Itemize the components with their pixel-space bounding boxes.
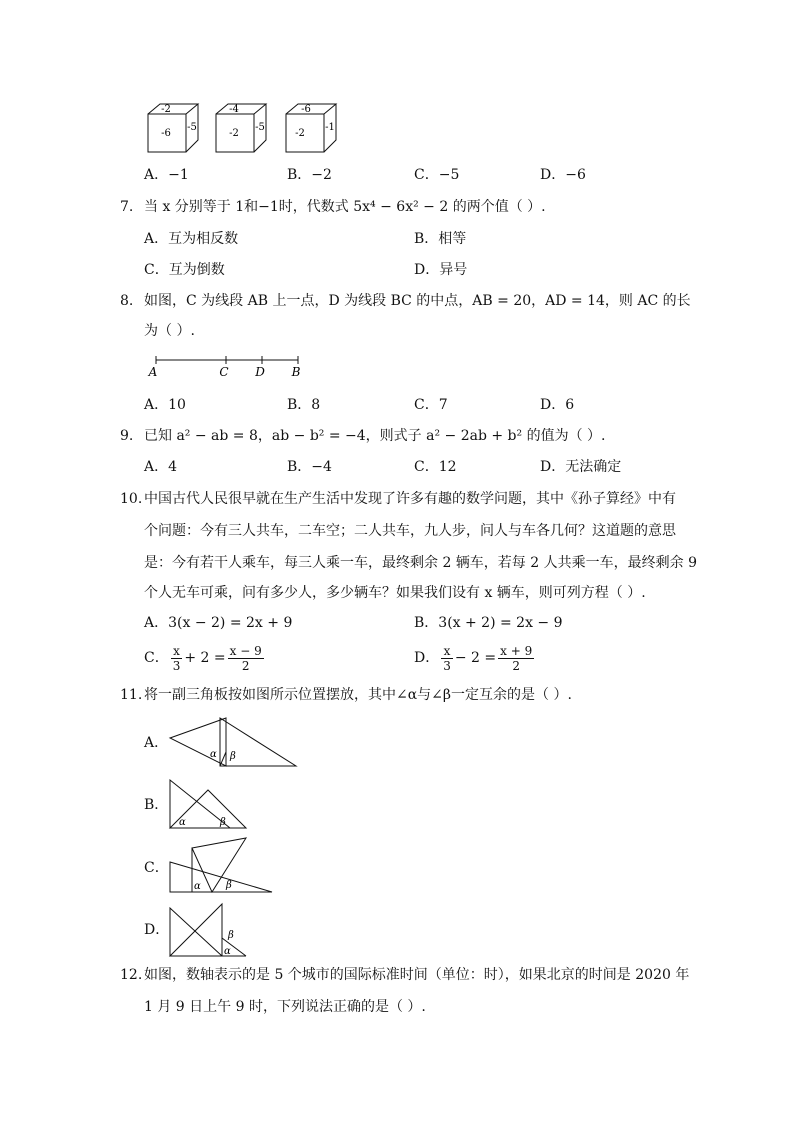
q10-option-d-middle: − 2 = bbox=[454, 650, 497, 666]
point-a-label: A bbox=[148, 365, 158, 379]
cube-1-side: -5 bbox=[187, 122, 197, 133]
alpha-label-c: α bbox=[194, 881, 201, 892]
cube-1-top: -2 bbox=[161, 104, 171, 115]
q10-option-d-label: D． bbox=[414, 650, 440, 666]
cube-2-top: -4 bbox=[229, 104, 239, 115]
q12-line-1: 如图，数轴表示的是 5 个城市的国际标准时间（单位：时），如果北京的时间是 2020 年 bbox=[144, 967, 690, 983]
fraction-x-over-3: $\frac{x}{3}$ bbox=[172, 643, 181, 673]
q10-option-c[interactable] bbox=[144, 640, 266, 676]
q8-option-d[interactable]: D．6 bbox=[540, 397, 575, 413]
q9-option-c[interactable]: C．12 bbox=[414, 459, 457, 475]
q8-option-a[interactable]: A．10 bbox=[144, 397, 186, 413]
q9-number: 9. bbox=[120, 428, 134, 444]
q9-option-b[interactable]: B．−4 bbox=[287, 459, 332, 475]
q8-stem-line-1: 如图，C 为线段 AB 上一点，D 为线段 BC 的中点，AB = 20，AD = 14，则 AC 的长 bbox=[144, 293, 691, 309]
q8-number: 8. bbox=[120, 293, 134, 309]
q12-line-2: 1 月 9 日上午 9 时，下列说法正确的是（ ）. bbox=[144, 999, 426, 1015]
q8-segment-figure bbox=[146, 352, 306, 380]
q6-option-c[interactable]: C．−5 bbox=[414, 167, 460, 183]
q11-option-c-label[interactable]: C． bbox=[144, 860, 169, 876]
q10-option-a[interactable]: A．3(x − 2) = 2x + 9 bbox=[144, 615, 293, 631]
beta-label: β bbox=[230, 751, 236, 762]
q11-option-a-label[interactable]: A． bbox=[144, 735, 169, 751]
beta-label-d: β bbox=[228, 930, 234, 941]
point-c-label: C bbox=[219, 365, 229, 379]
q7-option-c[interactable]: C．互为倒数 bbox=[144, 262, 225, 278]
q9-option-d[interactable]: D．无法确定 bbox=[540, 459, 622, 475]
q11-stem: 将一副三角板按如图所示位置摆放，其中∠α与∠β一定互余的是（ ）. bbox=[144, 687, 572, 703]
q6-cubes-figure bbox=[140, 98, 350, 158]
beta-label-b: β bbox=[220, 817, 226, 828]
q11-option-b-figure[interactable] bbox=[166, 776, 250, 832]
q10-line-2: 个问题：今有三人共车，二车空；二人共车，九人步，问人与车各几何？这道题的意思 bbox=[144, 523, 676, 539]
q7-option-d[interactable]: D．异号 bbox=[414, 262, 468, 278]
q6-option-d[interactable]: D．−6 bbox=[540, 167, 586, 183]
cube-3-front: -2 bbox=[295, 128, 305, 139]
q10-number: 10. bbox=[120, 491, 143, 507]
q10-line-1: 中国古代人民很早就在生产生活中发现了许多有趣的数学问题，其中《孙子算经》中有 bbox=[144, 491, 676, 507]
fraction-x-plus-9-over-2: $\frac{x + 9}{2}$ bbox=[500, 643, 533, 673]
q7-number: 7. bbox=[120, 199, 134, 215]
q11-option-d-figure[interactable] bbox=[166, 900, 250, 960]
fraction-x-over-3-d: $\frac{x}{3}$ bbox=[443, 643, 451, 673]
q6-option-a[interactable]: A．−1 bbox=[144, 167, 189, 183]
q7-option-a[interactable]: A．互为相反数 bbox=[144, 231, 239, 247]
fraction-x-minus-9-over-2: $\frac{x - 9}{2}$ bbox=[229, 643, 262, 673]
q7-stem: 当 x 分别等于 1和−1时，代数式 5x⁴ − 6x² − 2 的两个值（ ）. bbox=[144, 199, 546, 215]
q10-option-c-label: C． bbox=[144, 650, 169, 666]
q10-line-3: 是：今有若干人乘车，每三人乘一车，最终剩余 2 辆车，若每 2 人共乘一车，最终剩余 9 bbox=[144, 555, 697, 571]
q11-option-d-label[interactable]: D． bbox=[144, 922, 170, 938]
beta-label-c: β bbox=[226, 880, 232, 891]
q10-option-b[interactable]: B．3(x + 2) = 2x − 9 bbox=[414, 615, 563, 631]
cube-2-front: -2 bbox=[229, 128, 239, 139]
q10-option-d[interactable] bbox=[414, 640, 536, 676]
q10-line-4: 个人无车可乘，问有多少人，多少辆车？如果我们设有 x 辆车，则可列方程（ ）. bbox=[144, 585, 646, 601]
cube-1-front: -6 bbox=[161, 128, 171, 139]
q8-option-b[interactable]: B．8 bbox=[287, 397, 321, 413]
point-b-label: B bbox=[291, 365, 301, 379]
q9-stem: 已知 a² − ab = 8，ab − b² = −4，则式子 a² − 2ab + b² 的值为（ ）. bbox=[144, 428, 606, 444]
q8-option-c[interactable]: C．7 bbox=[414, 397, 448, 413]
q11-option-c-figure[interactable] bbox=[166, 836, 278, 896]
alpha-label: α bbox=[210, 749, 217, 760]
alpha-label-d: α bbox=[224, 946, 231, 957]
q11-number: 11. bbox=[120, 687, 143, 703]
q11-option-b-label[interactable]: B． bbox=[144, 797, 169, 813]
q8-stem-line-2: 为（ ）. bbox=[144, 323, 195, 339]
q11-option-a-figure[interactable] bbox=[166, 712, 300, 768]
q6-option-b[interactable]: B．−2 bbox=[287, 167, 332, 183]
cube-3-top: -6 bbox=[301, 104, 311, 115]
q12-number: 12. bbox=[120, 967, 143, 983]
cube-2-side: -5 bbox=[255, 122, 265, 133]
cube-3-side: -1 bbox=[325, 122, 335, 133]
q7-option-b[interactable]: B．相等 bbox=[414, 231, 467, 247]
q10-option-c-middle: + 2 = bbox=[184, 650, 226, 666]
alpha-label-b: α bbox=[179, 817, 186, 828]
point-d-label: D bbox=[255, 365, 265, 379]
q9-option-a[interactable]: A．4 bbox=[144, 459, 178, 475]
